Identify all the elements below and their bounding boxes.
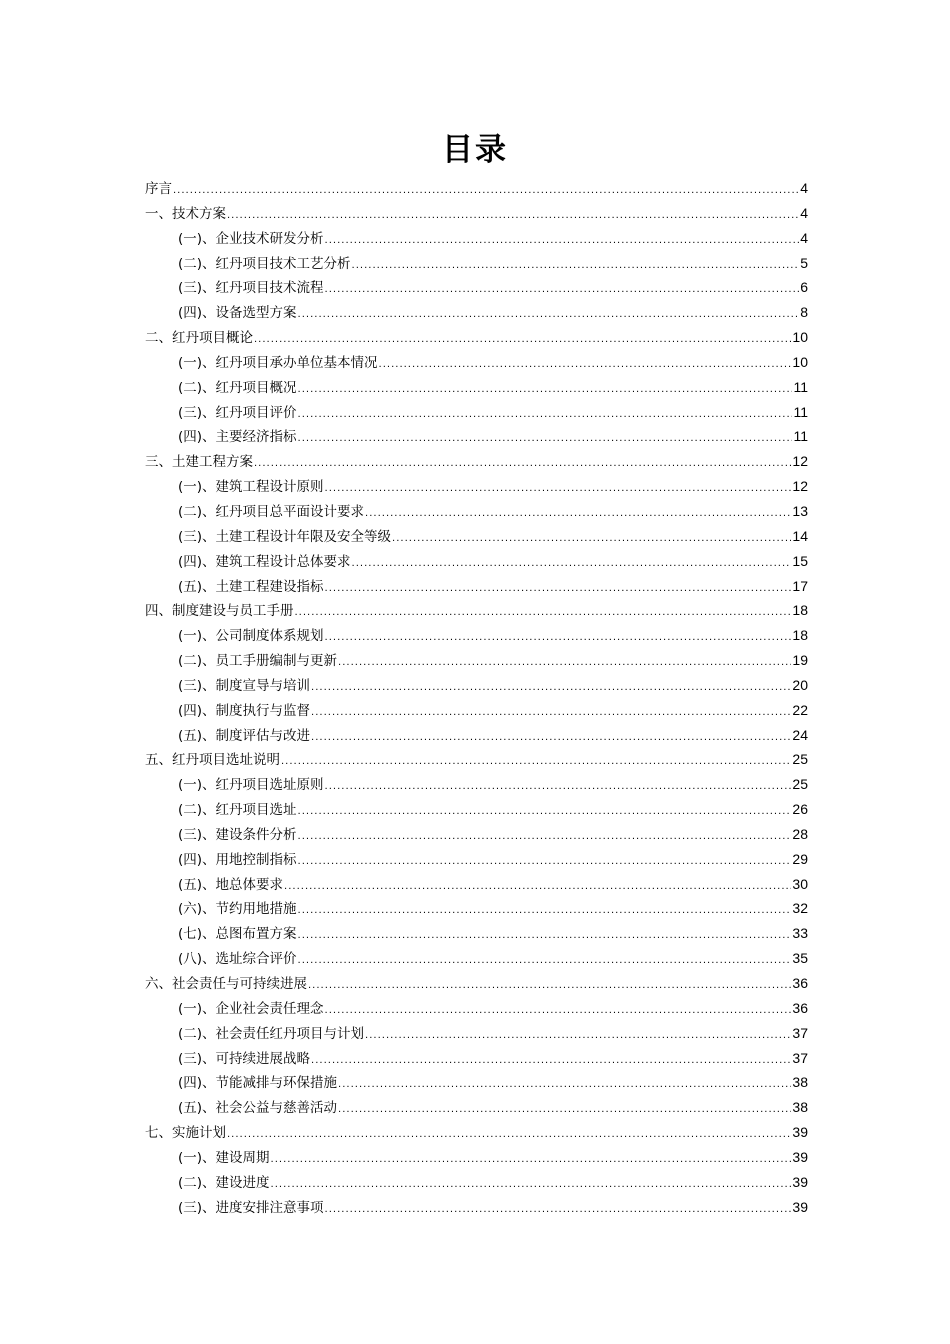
toc-page-number: 17 [792, 577, 808, 594]
toc-entry-label: (三)、进度安排注意事项 [178, 1199, 324, 1216]
toc-dot-leader [295, 601, 792, 626]
toc-subentry[interactable] [145, 574, 808, 599]
toc-page-number: 25 [792, 751, 808, 768]
toc-dot-leader [298, 303, 800, 328]
toc-dot-leader [173, 179, 799, 204]
toc-subentry[interactable] [145, 623, 808, 648]
toc-dot-leader [298, 899, 792, 924]
toc-entry[interactable] [145, 747, 808, 772]
toc-entry-label: 七、实施计划 [145, 1125, 226, 1142]
toc-dot-leader [254, 328, 791, 353]
toc-subentry[interactable] [145, 1170, 808, 1195]
toc-page-number: 4 [800, 204, 808, 221]
toc-page-number: 32 [792, 900, 808, 917]
toc-subentry[interactable] [145, 375, 808, 400]
toc-page-number: 10 [792, 329, 808, 346]
toc-entry-label: (一)、企业技术研发分析 [178, 230, 324, 247]
toc-page-number: 5 [800, 254, 808, 271]
toc-entry-label: (五)、地总体要求 [178, 876, 284, 893]
toc-entry-label: (四)、节能减排与环保措施 [178, 1075, 338, 1092]
toc-subentry[interactable] [145, 300, 808, 325]
toc-subentry[interactable] [145, 921, 808, 946]
toc-subentry[interactable] [145, 1145, 808, 1170]
toc-dot-leader [284, 875, 791, 900]
toc-dot-leader [325, 626, 792, 651]
toc-entry-label: 六、社会责任与可持续进展 [145, 976, 307, 992]
toc-dot-leader [338, 1098, 791, 1123]
toc-subentry[interactable] [145, 251, 808, 276]
toc-page-number: 6 [800, 279, 808, 296]
toc-page-number: 22 [792, 701, 808, 718]
toc-subentry[interactable] [145, 424, 808, 449]
toc-subentry[interactable] [145, 499, 808, 524]
toc-subentry[interactable] [145, 946, 808, 971]
toc-subentry[interactable] [145, 723, 808, 748]
toc-subentry[interactable] [145, 1195, 808, 1220]
toc-entry-label: 一、技术方案 [145, 205, 226, 222]
toc-dot-leader [392, 527, 791, 552]
toc-subentry[interactable] [145, 350, 808, 375]
toc-entry-label: (一)、公司制度体系规划 [178, 628, 324, 645]
toc-page-number: 36 [792, 999, 808, 1016]
toc-page-number: 4 [800, 180, 808, 196]
toc-dot-leader [365, 1024, 791, 1049]
toc-dot-leader [352, 552, 792, 577]
toc-entry[interactable] [145, 971, 808, 996]
toc-subentry[interactable] [145, 673, 808, 698]
toc-dot-leader [311, 726, 791, 751]
toc-entry-label: (七)、总图布置方案 [178, 926, 297, 943]
toc-page-number: 18 [792, 627, 808, 644]
toc-page-number: 39 [792, 1173, 808, 1190]
table-of-contents [145, 176, 808, 1219]
toc-entry-label: (二)、红丹项目总平面设计要求 [178, 503, 365, 520]
toc-entry-label: (五)、社会公益与慈善活动 [178, 1100, 338, 1117]
toc-entry-label: (三)、建设条件分析 [178, 826, 297, 843]
toc-entry-label: (一)、红丹项目承办单位基本情况 [178, 354, 378, 371]
toc-entry-label: 四、制度建设与员工手册 [145, 603, 294, 620]
toc-dot-leader [227, 204, 799, 229]
toc-entry-label: (六)、节约用地措施 [178, 901, 297, 918]
toc-dot-leader [325, 999, 792, 1024]
toc-page-number: 11 [793, 378, 808, 395]
toc-dot-leader [271, 1148, 792, 1173]
toc-dot-leader [365, 502, 791, 527]
toc-page-number: 39 [792, 1198, 808, 1215]
toc-entry-label: (五)、土建工程建设指标 [178, 578, 324, 595]
toc-entry-label: (五)、制度评估与改进 [178, 727, 311, 744]
toc-entry-label: 三、土建工程方案 [145, 454, 253, 471]
toc-page-number: 25 [792, 776, 808, 793]
toc-dot-leader [338, 1073, 791, 1098]
toc-page-number: 37 [792, 1049, 808, 1066]
toc-subentry[interactable] [145, 896, 808, 921]
toc-entry-label: (八)、选址综合评价 [178, 951, 297, 968]
toc-subentry[interactable] [145, 1046, 808, 1071]
toc-entry-label: (三)、土建工程设计年限及安全等级 [178, 528, 392, 545]
toc-entry-label: (二)、红丹项目选址 [178, 802, 297, 819]
toc-entry-label: (四)、用地控制指标 [178, 851, 297, 868]
toc-entry-label: (三)、红丹项目评价 [178, 404, 297, 421]
toc-dot-leader [308, 974, 791, 999]
toc-entry[interactable] [145, 176, 808, 201]
toc-subentry[interactable] [145, 524, 808, 549]
toc-page-number: 36 [792, 975, 808, 991]
toc-entry-label: (四)、建筑工程设计总体要求 [178, 553, 351, 570]
toc-page-number: 18 [792, 602, 808, 619]
toc-dot-leader [281, 750, 791, 775]
toc-entry-label: (三)、制度宣导与培训 [178, 677, 311, 694]
toc-dot-leader [325, 775, 792, 800]
toc-entry[interactable] [145, 1120, 808, 1145]
toc-dot-leader [338, 651, 791, 676]
toc-dot-leader [271, 1173, 792, 1198]
toc-dot-leader [298, 427, 793, 452]
toc-dot-leader [311, 1049, 791, 1074]
toc-entry-label: (三)、可持续进展战略 [178, 1050, 311, 1067]
toc-entry-label: (四)、主要经济指标 [178, 429, 297, 446]
toc-subentry[interactable] [145, 698, 808, 723]
toc-page-number: 19 [792, 652, 808, 669]
toc-dot-leader [325, 278, 800, 303]
toc-dot-leader [298, 825, 792, 850]
toc-page-number: 14 [792, 527, 808, 544]
toc-entry[interactable] [145, 449, 808, 474]
toc-dot-leader [298, 378, 793, 403]
toc-entry-label: (二)、建设进度 [178, 1174, 270, 1191]
toc-subentry[interactable] [145, 648, 808, 673]
toc-page-number: 12 [792, 453, 808, 470]
toc-dot-leader [298, 850, 792, 875]
toc-page-number: 4 [800, 229, 808, 246]
toc-dot-leader [254, 452, 791, 477]
toc-entry-label: (一)、企业社会责任理念 [178, 1000, 324, 1017]
toc-dot-leader [325, 577, 792, 602]
toc-page-number: 24 [792, 726, 808, 743]
toc-subentry[interactable] [145, 772, 808, 797]
toc-page-number: 38 [792, 1099, 808, 1116]
toc-dot-leader [311, 701, 791, 726]
toc-page-number: 13 [792, 502, 808, 519]
toc-subentry[interactable] [145, 872, 808, 897]
toc-page-number: 11 [793, 428, 808, 445]
toc-dot-leader [298, 403, 793, 428]
toc-entry-label: 二、红丹项目概论 [145, 330, 253, 347]
toc-subentry[interactable] [145, 226, 808, 251]
page-title: 目录 [442, 132, 508, 168]
toc-dot-leader [325, 229, 800, 254]
toc-entry-label: (三)、红丹项目技术流程 [178, 280, 324, 297]
toc-page-number: 28 [792, 825, 808, 842]
toc-dot-leader [311, 676, 791, 701]
toc-subentry[interactable] [145, 400, 808, 425]
toc-entry-label: (一)、建设周期 [178, 1149, 270, 1166]
toc-entry-label: (二)、红丹项目概况 [178, 379, 297, 396]
toc-subentry[interactable] [145, 797, 808, 822]
toc-page-number: 10 [792, 353, 808, 370]
toc-dot-leader [325, 1198, 792, 1223]
toc-subentry[interactable] [145, 1021, 808, 1046]
toc-dot-leader [227, 1123, 791, 1148]
toc-entry-label: (一)、建筑工程设计原则 [178, 479, 324, 496]
toc-page-number: 12 [792, 478, 808, 495]
toc-entry-label: 五、红丹项目选址说明 [145, 752, 280, 769]
toc-dot-leader [298, 949, 792, 974]
toc-entry-label: (二)、社会责任红丹项目与计划 [178, 1025, 365, 1042]
toc-page-number: 30 [792, 875, 808, 892]
toc-entry-label: (四)、设备选型方案 [178, 305, 297, 322]
toc-entry-label: (四)、制度执行与监督 [178, 702, 311, 719]
toc-page-number: 35 [792, 950, 808, 967]
toc-subentry[interactable] [145, 474, 808, 499]
toc-dot-leader [298, 800, 792, 825]
toc-page-number: 39 [792, 1148, 808, 1165]
toc-page-number: 39 [792, 1124, 808, 1141]
toc-dot-leader [379, 353, 792, 378]
toc-entry[interactable] [145, 325, 808, 350]
toc-dot-leader [298, 924, 792, 949]
toc-page-number: 26 [792, 801, 808, 818]
toc-entry-label: (二)、红丹项目技术工艺分析 [178, 255, 351, 272]
toc-page-number: 29 [792, 850, 808, 867]
toc-page-number: 38 [792, 1074, 808, 1091]
toc-subentry[interactable] [145, 275, 808, 300]
toc-dot-leader [352, 254, 800, 279]
toc-subentry[interactable] [145, 822, 808, 847]
toc-entry-label: 序言 [145, 181, 172, 197]
toc-entry[interactable] [145, 201, 808, 226]
toc-page-number: 15 [792, 552, 808, 569]
toc-entry-label: (一)、红丹项目选址原则 [178, 777, 324, 794]
toc-page-number: 8 [800, 304, 808, 321]
toc-page-number: 11 [793, 403, 808, 420]
toc-subentry[interactable] [145, 549, 808, 574]
toc-entry-label: (二)、员工手册编制与更新 [178, 653, 338, 670]
toc-page-number: 20 [792, 676, 808, 693]
toc-subentry[interactable] [145, 996, 808, 1021]
toc-page-number: 37 [792, 1024, 808, 1041]
toc-subentry[interactable] [145, 1070, 808, 1095]
toc-subentry[interactable] [145, 1095, 808, 1120]
toc-subentry[interactable] [145, 847, 808, 872]
toc-page-number: 33 [792, 925, 808, 942]
toc-entry[interactable] [145, 598, 808, 623]
toc-dot-leader [325, 477, 792, 502]
